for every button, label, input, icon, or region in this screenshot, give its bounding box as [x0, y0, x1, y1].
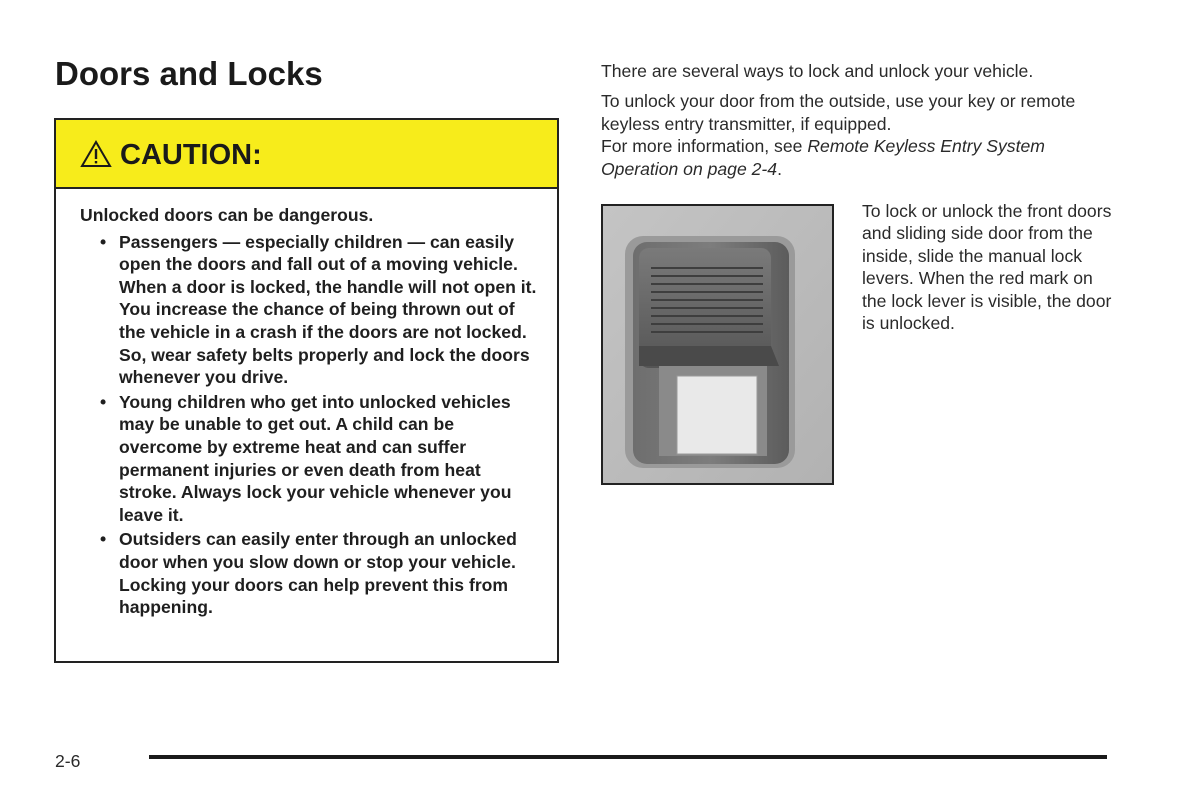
bullet: • — [100, 391, 107, 412]
more-info-suffix: . — [777, 158, 782, 179]
page-number: 2-6 — [55, 751, 81, 771]
caution-list-item — [80, 391, 539, 527]
unlock-text: To unlock your door from the outside, use your key or remote keyless entry transmitter, if equipped. — [601, 91, 1076, 134]
right-column — [601, 60, 1121, 180]
caution-title: CAUTION: — [120, 139, 262, 171]
caution-item-text: Outsiders can easily enter through an unlocked door when you slow down or stop your vehicle. Locking your doors can help prevent this from happening. — [119, 529, 517, 618]
bullet: • — [100, 529, 107, 550]
footer-rule — [149, 755, 1107, 759]
door-lock-lever-illustration — [603, 206, 832, 483]
manual-door-lock-lever-photo — [601, 204, 834, 485]
caution-list-item — [80, 528, 539, 618]
caution-item-text: Young children who get into unlocked vehicles may be unable to get out. A child can be overcome by extreme heat and can suffer permanent injuries or even death from heat stroke. Always lock your vehicle whenever you leave it. — [119, 391, 512, 525]
caution-list-item — [80, 231, 539, 389]
caution-body — [56, 189, 557, 619]
more-info-prefix: For more information, see — [601, 136, 808, 157]
cross-reference-link[interactable]: Remote Keyless Entry System Operation on page 2-4 — [601, 136, 1045, 179]
caution-list — [80, 231, 539, 619]
caution-header — [56, 120, 557, 189]
intro-paragraph: There are several ways to lock and unlock your vehicle. — [601, 61, 1034, 81]
bullet: • — [100, 231, 107, 252]
unlock-paragraph — [601, 90, 1121, 180]
side-text: To lock or unlock the front doors and sliding side door from the inside, slide the manual lock levers. When the red mark on the lock lever is visible, the door is unlocked. — [862, 201, 1112, 334]
page-title: Doors and Locks — [55, 55, 323, 92]
warning-triangle-icon — [80, 140, 112, 168]
caution-box — [54, 118, 559, 663]
caution-item-text: Passengers — especially children — can easily open the doors and fall out of a moving vehicle. When a door is locked, the handle will not open it. You increase the chance of being thrown out of the vehicle in a crash if the doors are not locked. So, wear safety belts properly and lock the doors whenever you drive. — [119, 231, 537, 388]
caution-intro: Unlocked doors can be dangerous. — [80, 205, 374, 225]
